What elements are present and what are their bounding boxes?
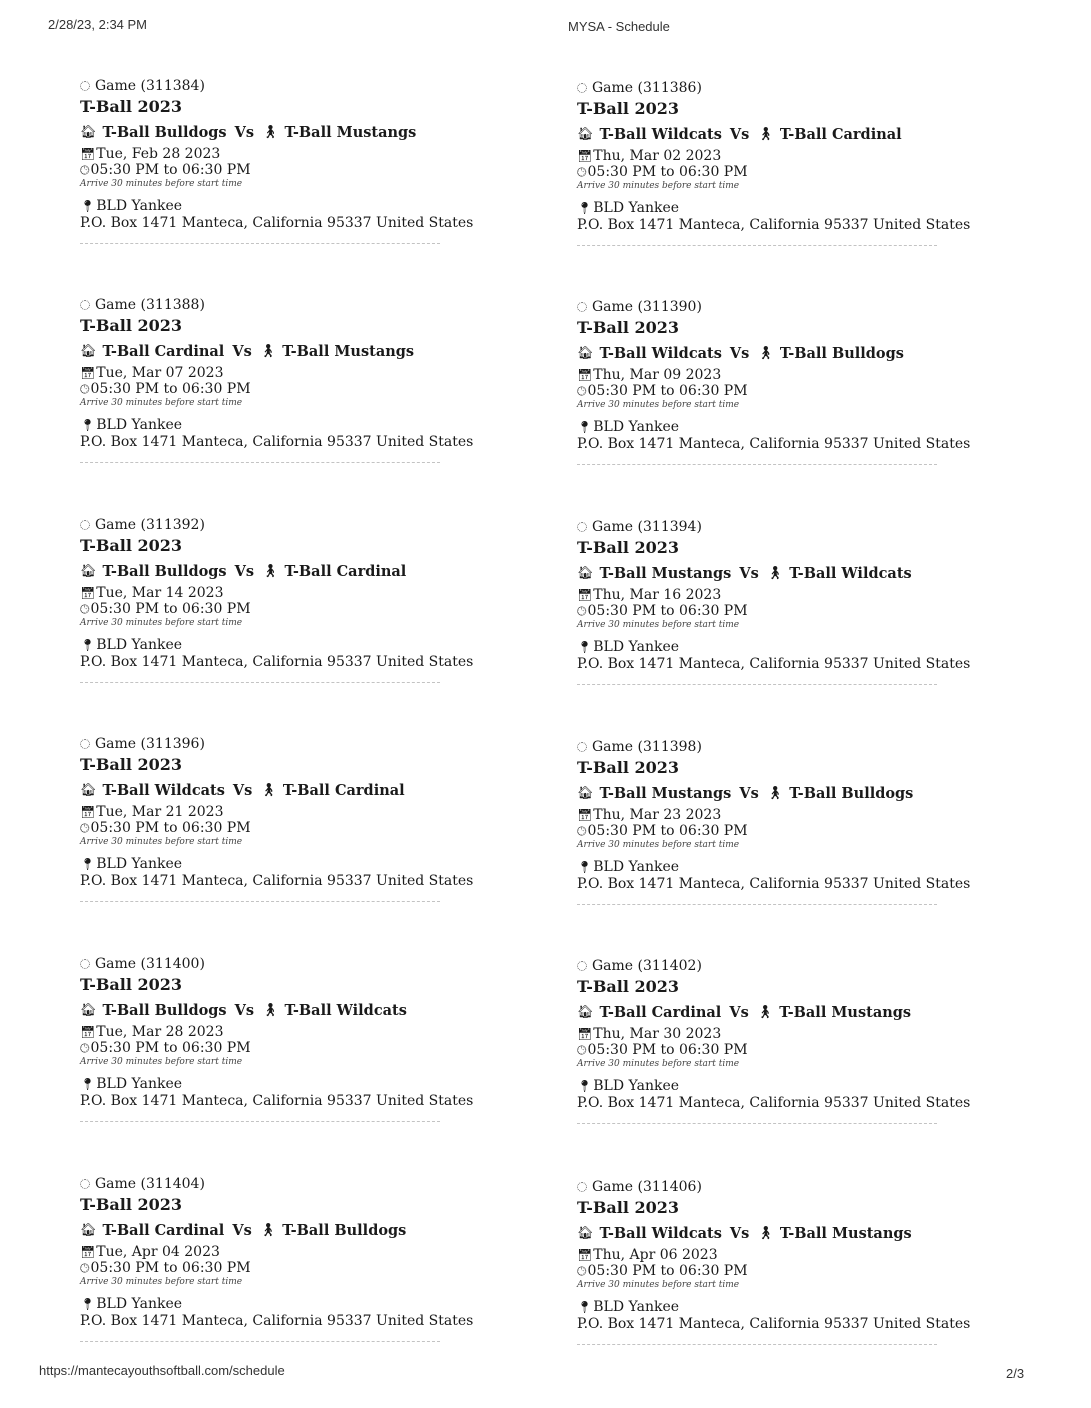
game-date: Thu, Mar 02 2023 xyxy=(593,148,722,164)
matchup xyxy=(80,782,550,799)
arrival-note: Arrive 30 minutes before start time xyxy=(577,1280,740,1290)
home-icon: 🏠︎ xyxy=(80,564,97,579)
time-row xyxy=(80,1040,550,1056)
time-row xyxy=(577,603,1047,619)
divider xyxy=(80,682,440,683)
divider xyxy=(577,245,937,246)
game-time: 05:30 PM to 06:30 PM xyxy=(90,381,251,397)
venue-address: P.O. Box 1471 Manteca, California 95337 United States xyxy=(80,654,474,670)
vs-label: Vs xyxy=(739,785,759,802)
arrival-note: Arrive 30 minutes before start time xyxy=(577,1059,740,1069)
clock-icon: 🕒︎ xyxy=(80,821,90,835)
game-id-row xyxy=(577,299,1047,315)
map-pin-icon: 📍︎ xyxy=(80,1077,96,1091)
person-icon: 🚶︎ xyxy=(766,786,784,801)
home-team: T-Ball Cardinal xyxy=(599,1004,722,1021)
home-icon: 🏠︎ xyxy=(577,786,594,801)
game-date: Thu, Mar 30 2023 xyxy=(593,1026,722,1042)
vs-label: Vs xyxy=(234,563,254,580)
person-icon: 🚶︎ xyxy=(757,127,774,142)
venue-row xyxy=(80,1296,550,1312)
clock-icon: 🕒︎ xyxy=(577,604,587,618)
venue-row xyxy=(80,1076,550,1092)
home-team: T-Ball Cardinal xyxy=(102,343,225,360)
game-id: Game (311386) xyxy=(592,80,702,96)
venue-name: BLD Yankee xyxy=(593,200,680,216)
game-card xyxy=(577,1179,1047,1345)
game-card xyxy=(80,517,550,683)
home-icon: 🏠︎ xyxy=(577,127,594,142)
season-title: T-Ball 2023 xyxy=(577,538,680,557)
divider xyxy=(577,464,937,465)
game-card xyxy=(80,78,550,244)
game-id-row xyxy=(80,297,550,313)
away-team: T-Ball Bulldogs xyxy=(789,785,914,802)
venue-row xyxy=(577,639,1047,655)
game-id-row xyxy=(80,956,550,972)
time-row xyxy=(577,164,1047,180)
venue-name: BLD Yankee xyxy=(96,198,183,214)
arrival-note: Arrive 30 minutes before start time xyxy=(80,179,243,189)
away-team: T-Ball Wildcats xyxy=(284,1002,407,1019)
venue-row xyxy=(80,417,550,433)
venue-row xyxy=(577,859,1047,875)
time-row xyxy=(577,1263,1047,1279)
game-id-row xyxy=(577,739,1047,755)
away-team: T-Ball Mustangs xyxy=(282,343,415,360)
calendar-icon: 📅︎ xyxy=(577,368,593,382)
game-id: Game (311392) xyxy=(95,517,205,533)
venue-address: P.O. Box 1471 Manteca, California 95337 United States xyxy=(577,436,971,452)
time-row xyxy=(80,381,550,397)
divider xyxy=(577,1344,937,1345)
map-pin-icon: 📍︎ xyxy=(577,640,593,654)
home-icon: 🏠︎ xyxy=(577,346,594,361)
divider xyxy=(80,462,440,463)
matchup xyxy=(80,563,550,580)
date-row xyxy=(577,1026,1047,1042)
divider xyxy=(80,243,440,244)
venue-row xyxy=(577,200,1047,216)
venue-name: BLD Yankee xyxy=(96,856,183,872)
venue-name: BLD Yankee xyxy=(593,859,680,875)
game-time: 05:30 PM to 06:30 PM xyxy=(90,820,251,836)
season-title: T-Ball 2023 xyxy=(80,755,183,774)
spinner-icon xyxy=(80,520,90,530)
calendar-icon: 📅︎ xyxy=(80,366,96,380)
game-time: 05:30 PM to 06:30 PM xyxy=(587,1042,748,1058)
home-team: T-Ball Bulldogs xyxy=(102,563,227,580)
home-icon: 🏠︎ xyxy=(80,125,97,140)
game-id: Game (311394) xyxy=(592,519,702,535)
game-id: Game (311400) xyxy=(95,956,205,972)
away-team: T-Ball Mustangs xyxy=(779,1004,912,1021)
game-id-row xyxy=(577,80,1047,96)
game-card xyxy=(577,958,1047,1124)
date-row xyxy=(577,1247,1047,1263)
home-team: T-Ball Bulldogs xyxy=(102,1002,227,1019)
vs-label: Vs xyxy=(234,124,254,141)
person-icon: 🚶︎ xyxy=(259,344,277,359)
season-title: T-Ball 2023 xyxy=(80,1195,183,1214)
time-row xyxy=(577,383,1047,399)
person-icon: 🚶︎ xyxy=(756,1005,774,1020)
season-title: T-Ball 2023 xyxy=(577,318,680,337)
home-team: T-Ball Wildcats xyxy=(599,345,722,362)
arrival-note: Arrive 30 minutes before start time xyxy=(577,181,740,191)
arrival-note: Arrive 30 minutes before start time xyxy=(577,620,740,630)
clock-icon: 🕒︎ xyxy=(80,382,90,396)
game-time: 05:30 PM to 06:30 PM xyxy=(90,601,251,617)
vs-label: Vs xyxy=(739,565,759,582)
season-title: T-Ball 2023 xyxy=(80,316,183,335)
divider xyxy=(577,1123,937,1124)
game-id: Game (311406) xyxy=(592,1179,702,1195)
vs-label: Vs xyxy=(232,343,252,360)
away-team: T-Ball Mustangs xyxy=(779,1225,912,1242)
game-id: Game (311388) xyxy=(95,297,205,313)
game-id: Game (311402) xyxy=(592,958,702,974)
home-team: T-Ball Mustangs xyxy=(599,565,732,582)
game-id: Game (311398) xyxy=(592,739,702,755)
venue-name: BLD Yankee xyxy=(96,417,183,433)
person-icon: 🚶︎ xyxy=(260,783,277,798)
map-pin-icon: 📍︎ xyxy=(577,860,593,874)
map-pin-icon: 📍︎ xyxy=(80,199,96,213)
vs-label: Vs xyxy=(234,1002,254,1019)
print-url: https://mantecayouthsoftball.com/schedule xyxy=(39,1363,285,1378)
home-icon: 🏠︎ xyxy=(577,1226,594,1241)
time-row xyxy=(577,1042,1047,1058)
clock-icon: 🕒︎ xyxy=(80,1261,90,1275)
game-date: Tue, Feb 28 2023 xyxy=(96,146,221,162)
venue-address: P.O. Box 1471 Manteca, California 95337 United States xyxy=(577,217,971,233)
arrival-note: Arrive 30 minutes before start time xyxy=(80,1277,243,1287)
calendar-icon: 📅︎ xyxy=(80,586,96,600)
time-row xyxy=(80,1260,550,1276)
game-time: 05:30 PM to 06:30 PM xyxy=(90,1260,251,1276)
season-title: T-Ball 2023 xyxy=(80,536,183,555)
calendar-icon: 📅︎ xyxy=(577,588,593,602)
vs-label: Vs xyxy=(729,1004,749,1021)
time-row xyxy=(80,601,550,617)
venue-address: P.O. Box 1471 Manteca, California 95337 United States xyxy=(80,434,474,450)
date-row xyxy=(577,148,1047,164)
spinner-icon xyxy=(80,959,90,969)
home-icon: 🏠︎ xyxy=(80,1003,97,1018)
date-row xyxy=(80,1244,550,1260)
matchup xyxy=(80,1002,550,1019)
calendar-icon: 📅︎ xyxy=(577,149,593,163)
calendar-icon: 📅︎ xyxy=(577,1248,593,1262)
arrival-note: Arrive 30 minutes before start time xyxy=(80,1057,243,1067)
venue-name: BLD Yankee xyxy=(96,637,183,653)
away-team: T-Ball Bulldogs xyxy=(282,1222,407,1239)
clock-icon: 🕒︎ xyxy=(577,384,587,398)
map-pin-icon: 📍︎ xyxy=(80,857,96,871)
game-id-row xyxy=(577,958,1047,974)
spinner-icon xyxy=(80,1179,90,1189)
map-pin-icon: 📍︎ xyxy=(80,418,96,432)
print-page-title: MYSA - Schedule xyxy=(568,19,670,34)
season-title: T-Ball 2023 xyxy=(577,758,680,777)
game-id-row xyxy=(80,517,550,533)
venue-name: BLD Yankee xyxy=(593,639,680,655)
game-id-row xyxy=(577,1179,1047,1195)
divider xyxy=(577,904,937,905)
date-row xyxy=(80,146,550,162)
map-pin-icon: 📍︎ xyxy=(577,1300,593,1314)
venue-name: BLD Yankee xyxy=(96,1076,183,1092)
person-icon: 🚶︎ xyxy=(262,564,279,579)
calendar-icon: 📅︎ xyxy=(80,1245,96,1259)
person-icon: 🚶︎ xyxy=(766,566,784,581)
calendar-icon: 📅︎ xyxy=(80,805,96,819)
game-date: Tue, Mar 07 2023 xyxy=(96,365,224,381)
matchup xyxy=(577,1225,1047,1242)
game-date: Thu, Mar 16 2023 xyxy=(593,587,722,603)
game-card xyxy=(577,739,1047,905)
game-card xyxy=(80,297,550,463)
date-row xyxy=(80,365,550,381)
spinner-icon xyxy=(80,81,90,91)
vs-label: Vs xyxy=(729,1225,750,1242)
date-row xyxy=(577,367,1047,383)
home-icon: 🏠︎ xyxy=(577,566,594,581)
venue-name: BLD Yankee xyxy=(593,1299,680,1315)
venue-row xyxy=(577,1299,1047,1315)
clock-icon: 🕒︎ xyxy=(80,163,90,177)
clock-icon: 🕒︎ xyxy=(577,1043,587,1057)
divider xyxy=(80,901,440,902)
venue-address: P.O. Box 1471 Manteca, California 95337 United States xyxy=(577,1316,971,1332)
divider xyxy=(577,684,937,685)
date-row xyxy=(577,587,1047,603)
season-title: T-Ball 2023 xyxy=(577,99,680,118)
game-id-row xyxy=(80,78,550,94)
game-id-row xyxy=(80,736,550,752)
arrival-note: Arrive 30 minutes before start time xyxy=(577,840,740,850)
venue-name: BLD Yankee xyxy=(96,1296,183,1312)
spinner-icon xyxy=(577,83,587,93)
venue-address: P.O. Box 1471 Manteca, California 95337 United States xyxy=(80,1313,474,1329)
date-row xyxy=(80,804,550,820)
vs-label: Vs xyxy=(729,345,750,362)
away-team: T-Ball Wildcats xyxy=(789,565,912,582)
game-time: 05:30 PM to 06:30 PM xyxy=(587,383,748,399)
venue-row xyxy=(577,419,1047,435)
spinner-icon xyxy=(80,300,90,310)
venue-row xyxy=(80,198,550,214)
home-team: T-Ball Bulldogs xyxy=(102,124,227,141)
game-id: Game (311384) xyxy=(95,78,205,94)
print-datetime: 2/28/23, 2:34 PM xyxy=(48,17,148,32)
clock-icon: 🕒︎ xyxy=(577,1264,587,1278)
game-time: 05:30 PM to 06:30 PM xyxy=(90,1040,251,1056)
time-row xyxy=(80,820,550,836)
game-card xyxy=(80,956,550,1122)
arrival-note: Arrive 30 minutes before start time xyxy=(80,618,243,628)
clock-icon: 🕒︎ xyxy=(80,1041,90,1055)
clock-icon: 🕒︎ xyxy=(80,602,90,616)
time-row xyxy=(577,823,1047,839)
game-date: Thu, Mar 23 2023 xyxy=(593,807,722,823)
venue-address: P.O. Box 1471 Manteca, California 95337 United States xyxy=(577,1095,971,1111)
game-card xyxy=(80,1176,550,1342)
vs-label: Vs xyxy=(729,126,750,143)
person-icon: 🚶︎ xyxy=(262,125,279,140)
arrival-note: Arrive 30 minutes before start time xyxy=(80,837,243,847)
away-team: T-Ball Bulldogs xyxy=(779,345,904,362)
date-row xyxy=(80,585,550,601)
calendar-icon: 📅︎ xyxy=(80,147,96,161)
spinner-icon xyxy=(577,1182,587,1192)
person-icon: 🚶︎ xyxy=(262,1003,279,1018)
game-id-row xyxy=(80,1176,550,1192)
matchup xyxy=(80,343,550,360)
game-time: 05:30 PM to 06:30 PM xyxy=(587,164,748,180)
game-date: Tue, Apr 04 2023 xyxy=(96,1244,220,1260)
home-team: T-Ball Mustangs xyxy=(599,785,732,802)
away-team: T-Ball Cardinal xyxy=(284,563,407,580)
venue-row xyxy=(80,637,550,653)
page-number: 2/3 xyxy=(1006,1366,1025,1381)
game-time: 05:30 PM to 06:30 PM xyxy=(587,603,748,619)
season-title: T-Ball 2023 xyxy=(577,977,680,996)
venue-row xyxy=(80,856,550,872)
home-team: T-Ball Wildcats xyxy=(102,782,225,799)
matchup xyxy=(577,785,1047,802)
vs-label: Vs xyxy=(232,782,253,799)
game-date: Tue, Mar 21 2023 xyxy=(96,804,224,820)
map-pin-icon: 📍︎ xyxy=(577,201,593,215)
arrival-note: Arrive 30 minutes before start time xyxy=(577,400,740,410)
venue-name: BLD Yankee xyxy=(593,1078,680,1094)
venue-name: BLD Yankee xyxy=(593,419,680,435)
vs-label: Vs xyxy=(232,1222,252,1239)
season-title: T-Ball 2023 xyxy=(577,1198,680,1217)
game-time: 05:30 PM to 06:30 PM xyxy=(587,1263,748,1279)
home-icon: 🏠︎ xyxy=(80,344,97,359)
venue-row xyxy=(577,1078,1047,1094)
matchup xyxy=(577,1004,1047,1021)
venue-address: P.O. Box 1471 Manteca, California 95337 United States xyxy=(577,656,971,672)
calendar-icon: 📅︎ xyxy=(577,808,593,822)
clock-icon: 🕒︎ xyxy=(577,824,587,838)
game-card xyxy=(577,519,1047,685)
game-id-row xyxy=(577,519,1047,535)
person-icon: 🚶︎ xyxy=(259,1223,277,1238)
person-icon: 🚶︎ xyxy=(757,1226,774,1241)
date-row xyxy=(577,807,1047,823)
away-team: T-Ball Mustangs xyxy=(284,124,417,141)
away-team: T-Ball Cardinal xyxy=(282,782,405,799)
game-time: 05:30 PM to 06:30 PM xyxy=(587,823,748,839)
home-team: T-Ball Wildcats xyxy=(599,1225,722,1242)
venue-address: P.O. Box 1471 Manteca, California 95337 United States xyxy=(80,215,474,231)
game-card xyxy=(80,736,550,902)
spinner-icon xyxy=(577,961,587,971)
matchup xyxy=(80,124,550,141)
map-pin-icon: 📍︎ xyxy=(80,638,96,652)
home-icon: 🏠︎ xyxy=(80,783,97,798)
home-team: T-Ball Wildcats xyxy=(599,126,722,143)
map-pin-icon: 📍︎ xyxy=(80,1297,96,1311)
game-id: Game (311396) xyxy=(95,736,205,752)
game-id: Game (311404) xyxy=(95,1176,205,1192)
venue-address: P.O. Box 1471 Manteca, California 95337 United States xyxy=(80,873,474,889)
game-time: 05:30 PM to 06:30 PM xyxy=(90,162,251,178)
date-row xyxy=(80,1024,550,1040)
person-icon: 🚶︎ xyxy=(757,346,774,361)
home-team: T-Ball Cardinal xyxy=(102,1222,225,1239)
game-date: Tue, Mar 28 2023 xyxy=(96,1024,224,1040)
divider xyxy=(80,1121,440,1122)
map-pin-icon: 📍︎ xyxy=(577,420,593,434)
time-row xyxy=(80,162,550,178)
game-date: Tue, Mar 14 2023 xyxy=(96,585,224,601)
venue-address: P.O. Box 1471 Manteca, California 95337 United States xyxy=(80,1093,474,1109)
away-team: T-Ball Cardinal xyxy=(779,126,902,143)
clock-icon: 🕒︎ xyxy=(577,165,587,179)
arrival-note: Arrive 30 minutes before start time xyxy=(80,398,243,408)
season-title: T-Ball 2023 xyxy=(80,97,183,116)
spinner-icon xyxy=(80,739,90,749)
matchup xyxy=(80,1222,550,1239)
spinner-icon xyxy=(577,742,587,752)
matchup xyxy=(577,345,1047,362)
spinner-icon xyxy=(577,522,587,532)
game-card xyxy=(577,80,1047,246)
matchup xyxy=(577,126,1047,143)
spinner-icon xyxy=(577,302,587,312)
game-date: Thu, Mar 09 2023 xyxy=(593,367,722,383)
home-icon: 🏠︎ xyxy=(577,1005,594,1020)
game-date: Thu, Apr 06 2023 xyxy=(593,1247,718,1263)
game-id: Game (311390) xyxy=(592,299,702,315)
game-card xyxy=(577,299,1047,465)
season-title: T-Ball 2023 xyxy=(80,975,183,994)
divider xyxy=(80,1341,440,1342)
calendar-icon: 📅︎ xyxy=(80,1025,96,1039)
home-icon: 🏠︎ xyxy=(80,1223,97,1238)
matchup xyxy=(577,565,1047,582)
venue-address: P.O. Box 1471 Manteca, California 95337 United States xyxy=(577,876,971,892)
map-pin-icon: 📍︎ xyxy=(577,1079,593,1093)
calendar-icon: 📅︎ xyxy=(577,1027,593,1041)
